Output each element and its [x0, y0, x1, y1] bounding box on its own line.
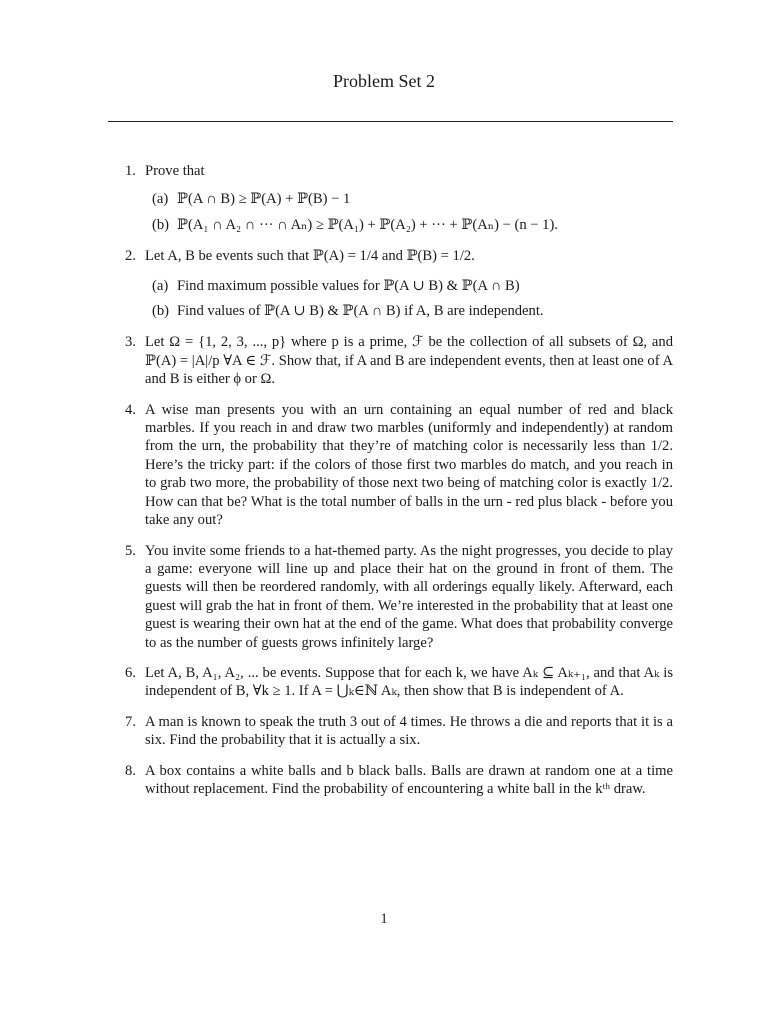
title-rule	[108, 121, 673, 122]
subpart-text: ℙ(A ∩ B) ≥ ℙ(A) + ℙ(B) − 1	[177, 191, 351, 208]
problem-text: A box contains a white balls and b black balls. Balls are drawn at random one at a time without replacement. Find the probability of encountering a white ball in the kᵗʰ draw.	[145, 762, 673, 797]
problem-4	[125, 401, 673, 530]
problem-3	[125, 333, 673, 388]
problem-number: 2.	[125, 248, 136, 265]
problem-5	[125, 542, 673, 652]
problem-number: 7.	[125, 713, 136, 730]
page-title: Problem Set 2	[333, 71, 435, 91]
problem-list	[125, 162, 673, 798]
subpart-label: (a)	[152, 277, 169, 294]
problem-2	[125, 247, 673, 320]
subpart-b	[145, 302, 673, 320]
problem-text: A man is known to speak the truth 3 out of 4 times. He throws a die and reports that it is a six. Find the probability that it is actually a six.	[145, 713, 673, 749]
problem-text: You invite some friends to a hat-themed party. As the night progresses, you decide to play a game: everyone will line up and place their hat on the ground in front of them. The guests will then be reordered randomly, with all orderings equally likely. Afterward, each guest will grab the hat in front of them. We’re interested in the probability that at least one guest is wearing their own hat at the end of the game. What does that probability converge to as the number of guests grows infinitely large?	[145, 542, 673, 651]
problem-number: 8.	[125, 762, 136, 779]
problem-number: 5.	[125, 542, 136, 559]
subpart-text: ℙ(A₁ ∩ A₂ ∩ ··· ∩ Aₙ) ≥ ℙ(A₁) + ℙ(A₂) + ··· + ℙ(Aₙ) − (n − 1).	[177, 216, 558, 233]
problem-number: 1.	[125, 163, 136, 179]
subpart-text: Find maximum possible values for ℙ(A ∪ B) & ℙ(A ∩ B)	[177, 277, 520, 294]
subpart-text: Find values of ℙ(A ∪ B) & ℙ(A ∩ B) if A, B are independent.	[177, 303, 544, 320]
problem-text: Prove that	[145, 163, 205, 179]
problem-number: 4.	[125, 401, 136, 418]
problem-8	[125, 762, 673, 799]
problem-6	[125, 664, 673, 701]
problem-7	[125, 713, 673, 750]
subpart-a	[145, 277, 673, 295]
problem-text: Let Ω = {1, 2, 3, ..., p} where p is a prime, ℱ be the collection of all subsets of Ω, and ℙ(A) = |A|/p ∀A ∈ ℱ. Show that, if A and B are independent events, then at least one of A and B is either ϕ or Ω.	[145, 334, 673, 388]
subpart-label: (b)	[152, 303, 170, 320]
problem-text: Let A, B be events such that ℙ(A) = 1/4 and ℙ(B) = 1/2.	[145, 248, 475, 265]
subpart-b	[145, 216, 673, 234]
subpart-list	[145, 190, 673, 234]
problem-text: Let A, B, A₁, A₂, ... be events. Suppose that for each k, we have Aₖ ⊆ Aₖ₊₁, and that Aₖ is independent of B, ∀k ≥ 1. If A = ⋃ₖ∈ℕ Aₖ, then show that B is independent of A.	[145, 664, 673, 700]
problem-1	[125, 162, 673, 234]
subpart-a	[145, 190, 673, 208]
subpart-label: (a)	[152, 191, 169, 208]
problem-text: A wise man presents you with an urn containing an equal number of red and black marbles. If you reach in and draw two marbles (uniformly and independently) at random from the urn, the probability that they’re of matching color is necessarily less than 1/2. Here’s the tricky part: if the colors of those first two marbles do match, and you reach in to grab two more, the probability of those next two being of matching color is exactly 1/2. How can that be? What is the total number of balls in the urn - red plus black - before you take any out?	[145, 401, 673, 529]
page-number: 1	[380, 911, 388, 927]
subpart-label: (b)	[152, 216, 170, 233]
problem-number: 6.	[125, 664, 136, 681]
subpart-list	[145, 277, 673, 321]
problem-number: 3.	[125, 334, 136, 351]
